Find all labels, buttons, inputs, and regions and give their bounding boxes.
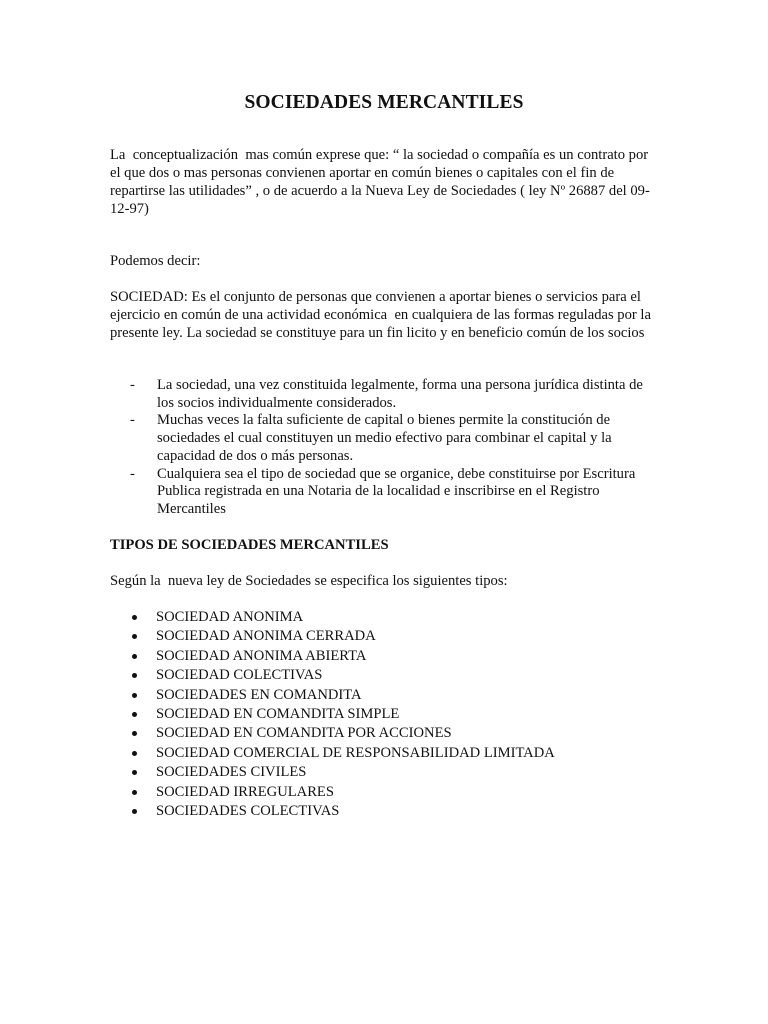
list-item [110,802,658,821]
list-item-text: SOCIEDAD IRREGULARES [156,783,334,800]
list-item [110,744,658,763]
bullet-icon [132,790,137,795]
list-item [110,763,658,782]
section-heading: TIPOS DE SOCIEDADES MERCANTILES [110,537,389,553]
list-item [110,783,658,802]
list-item [110,647,658,666]
list-item-text: SOCIEDAD EN COMANDITA SIMPLE [156,706,400,723]
list-item [110,666,658,685]
list-item-text: SOCIEDAD ANONIMA ABIERTA [156,647,367,664]
bullet-icon [132,770,137,775]
intro-paragraph: La conceptualización mas común exprese que: “ la sociedad o compañía es un contrato por el que dos o mas personas convienen aportar en común bienes o capitales con el fin de repartirse las utilidades” , o de acuerdo a la Nueva Ley de Sociedades ( ley Nº 26887 del 09-12-97) [110,147,652,217]
dash-marker: - [130,412,135,429]
list-item [110,608,658,627]
section-intro: Según la nueva ley de Sociedades se especifica los siguientes tipos: [110,573,508,589]
bullet-icon [132,712,137,717]
lead-paragraph: Podemos decir: [110,253,201,269]
bullet-icon [132,654,137,659]
list-item-text: La sociedad, una vez constituida legalmente, forma una persona jurídica distinta de los socios individualmente considerados. [157,377,643,411]
types-list [110,608,658,821]
list-item-text: SOCIEDAD ANONIMA [156,609,304,625]
list-item-text: SOCIEDAD COMERCIAL DE RESPONSABILIDAD LIMITADA [156,744,555,761]
list-item [110,705,658,724]
list-item-text: SOCIEDADES CIVILES [156,764,307,781]
bullet-icon [132,693,137,698]
bullet-icon [132,615,137,620]
list-item-text: Muchas veces la falta suficiente de capital o bienes permite la constitución de sociedades el cual constituyen un medio efectivo para combinar el capital y la capacidad de dos o más personas. [157,412,612,464]
points-list [110,377,658,519]
list-item [110,627,658,646]
dash-marker: - [130,377,135,393]
definition-paragraph: SOCIEDAD: Es el conjunto de personas que convienen a aportar bienes o servicios para el ejercicio en común de una actividad económica en cualquiera de las formas reguladas por la presente ley. La sociedad se constituye para un fin licito y en beneficio común de los socios [110,289,655,341]
list-item-text: SOCIEDAD COLECTIVAS [156,667,323,684]
list-item-text: SOCIEDAD EN COMANDITA POR ACCIONES [156,725,452,742]
bullet-icon [132,634,137,639]
bullet-icon [132,751,137,756]
bullet-icon [132,673,137,678]
list-item [110,686,658,705]
list-item [110,466,658,519]
dash-marker: - [130,465,135,482]
list-item-text: SOCIEDADES EN COMANDITA [156,686,362,703]
bullet-icon [132,809,137,814]
list-item-text: Cualquiera sea el tipo de sociedad que se organice, debe constituirse por Escritura Publica registrada en una Notaria de la localidad e inscribirse en el Registro Mercantiles [157,465,636,517]
list-item-text: SOCIEDADES COLECTIVAS [156,803,340,820]
list-item-text: SOCIEDAD ANONIMA CERRADA [156,628,376,645]
document-title: SOCIEDADES MERCANTILES [244,92,524,113]
list-item [110,377,658,412]
list-item [110,724,658,743]
bullet-icon [132,731,137,736]
list-item [110,412,658,465]
